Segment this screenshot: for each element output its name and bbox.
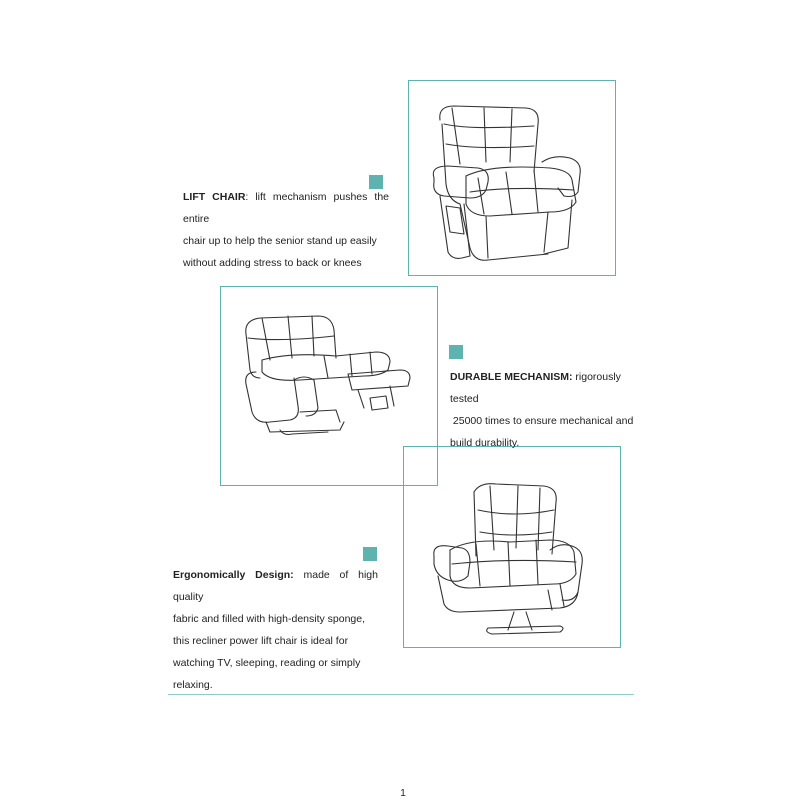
page-number: 1 <box>400 788 406 799</box>
feature-ergonomic-design <box>173 564 378 696</box>
feature-text-line: rigorously tested <box>450 371 621 405</box>
accent-square-durable-mechanism <box>449 345 463 359</box>
footer-divider <box>168 694 634 695</box>
feature-heading: Ergonomically Design: <box>173 569 294 581</box>
feature-text-line: 25000 times to ensure mechanical and <box>450 415 634 427</box>
feature-text-line: lift mechanism pushes the entire <box>183 191 390 225</box>
feature-text-line: without adding stress to back or knees <box>183 257 362 269</box>
lifted-chair-illustration <box>430 480 598 642</box>
accent-square-ergonomic-design <box>363 547 377 561</box>
feature-durable-mechanism <box>450 366 640 454</box>
reclined-chair-illustration <box>240 312 420 436</box>
feature-text-line: relaxing. <box>173 679 213 691</box>
feature-lift-chair <box>183 186 389 274</box>
lift-chair-illustration <box>430 100 600 268</box>
feature-heading: DURABLE MECHANISM: <box>450 371 573 383</box>
feature-heading: LIFT CHAIR <box>183 191 246 203</box>
feature-text-line: build durability. <box>450 437 520 449</box>
feature-text-line: this recliner power lift chair is ideal for <box>173 635 349 647</box>
feature-text-line: chair up to help the senior stand up easily <box>183 235 377 247</box>
feature-text-line: made of high quality <box>173 569 378 603</box>
feature-text-line: watching TV, sleeping, reading or simply <box>173 657 361 669</box>
feature-text-line: fabric and filled with high-density sponge, <box>173 613 366 625</box>
feature-heading-separator: : <box>245 191 249 203</box>
